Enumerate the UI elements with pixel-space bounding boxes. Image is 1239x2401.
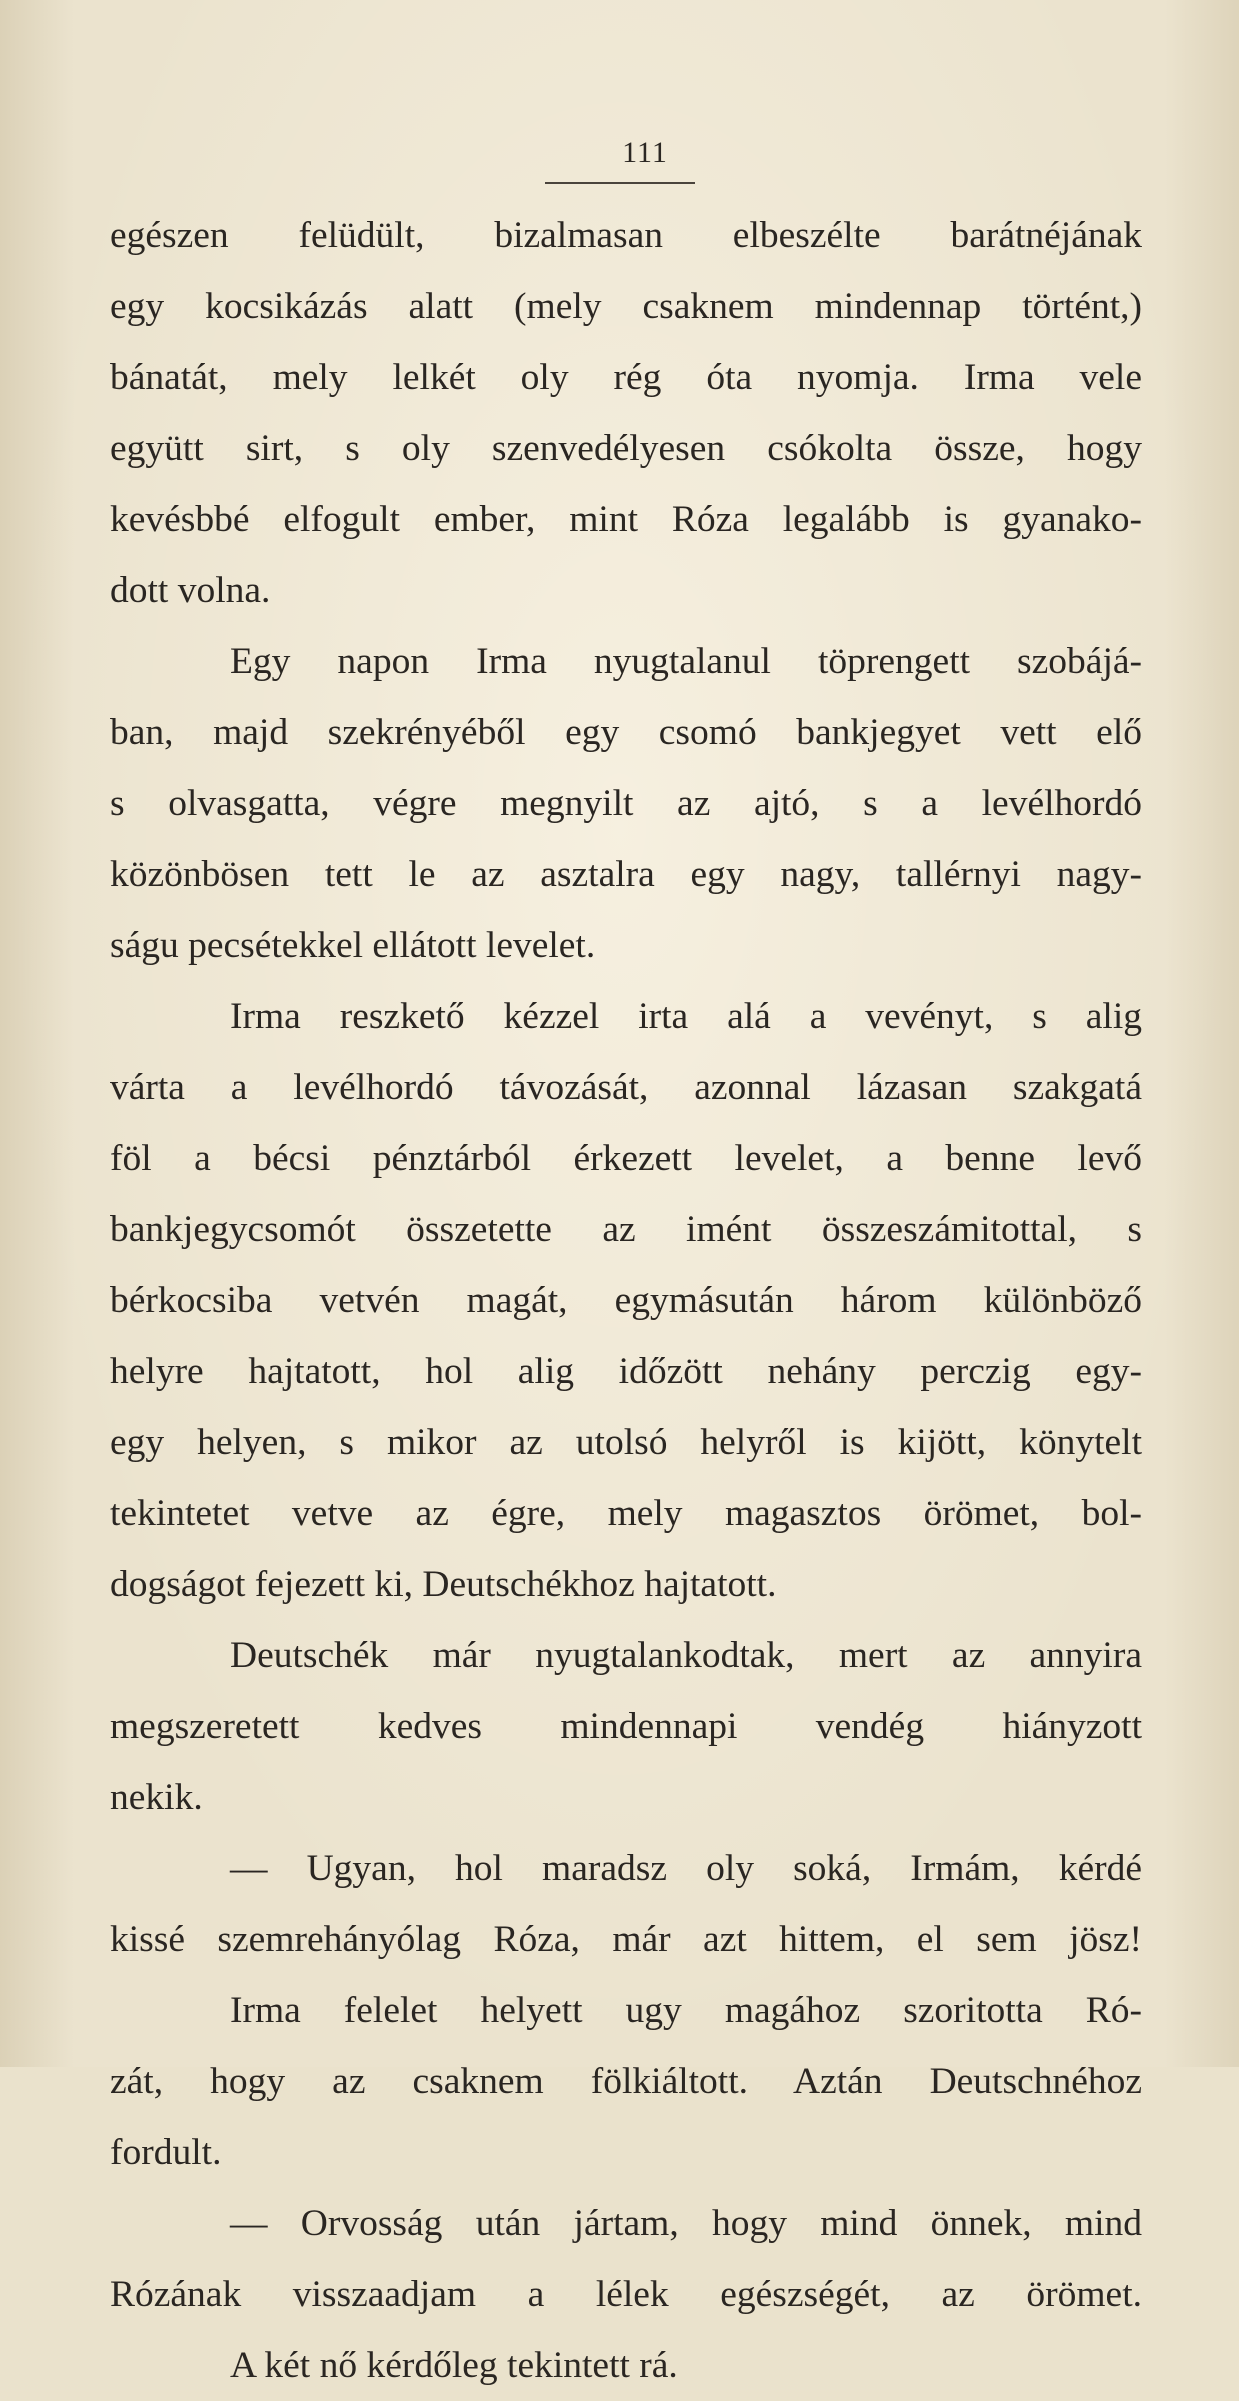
text-line: dogságot fejezett ki, Deutschékhoz hajtatott. <box>110 1564 777 1605</box>
body-text <box>110 200 1142 2401</box>
page-number: 111 <box>622 136 668 169</box>
paragraph-start-line: Irma felelet helyett ugy magához szoritotta Ró- <box>230 1990 1142 2031</box>
text-line: ságu pecsétekkel ellátott levelet. <box>110 925 596 966</box>
text-line: bérkocsiba vetvén magát, egymásután három különböző <box>110 1280 1142 1321</box>
text-line: várta a levélhordó távozását, azonnal lázasan szakgatá <box>110 1067 1142 1108</box>
paragraph-start-line: — Orvosság után jártam, hogy mind önnek, mind <box>230 2203 1142 2244</box>
paragraph-start-line: — Ugyan, hol maradsz oly soká, Irmám, kérdé <box>230 1848 1142 1889</box>
text-line: dott volna. <box>110 570 271 611</box>
text-line: tekintetet vetve az égre, mely magasztos örömet, bol- <box>110 1493 1142 1534</box>
text-line: egészen felüdült, bizalmasan elbeszélte barátnéjának <box>110 215 1142 256</box>
paragraph-start-line: Egy napon Irma nyugtalanul töprengett szobájá- <box>230 641 1142 682</box>
text-line: bankjegycsomót összetette az imént összeszámitottal, s <box>110 1209 1142 1250</box>
text-line: egy kocsikázás alatt (mely csaknem mindennap történt,) <box>110 286 1142 327</box>
text-line: nekik. <box>110 1777 203 1818</box>
text-line: s olvasgatta, végre megnyilt az ajtó, s a levélhordó <box>110 783 1142 824</box>
paragraph-start-line: A két nő kérdőleg tekintett rá. <box>230 2345 678 2386</box>
paragraph-start-line: Irma reszkető kézzel irta alá a vevényt, s alig <box>230 996 1142 1037</box>
text-line: ban, majd szekrényéből egy csomó bankjegyet vett elő <box>110 712 1142 753</box>
text-line: kissé szemrehányólag Róza, már azt hittem, el sem jösz! <box>110 1919 1142 1960</box>
header-rule <box>545 182 695 184</box>
text-line: együtt sirt, s oly szenvedélyesen csókolta össze, hogy <box>110 428 1142 469</box>
text-line: egy helyen, s mikor az utolsó helyről is kijött, könytelt <box>110 1422 1142 1463</box>
text-line: fordult. <box>110 2132 222 2173</box>
paragraph-start-line: Deutschék már nyugtalankodtak, mert az annyira <box>230 1635 1142 1676</box>
text-line: közönbösen tett le az asztalra egy nagy, tallérnyi nagy- <box>110 854 1142 895</box>
text-line: helyre hajtatott, hol alig időzött nehány perczig egy- <box>110 1351 1142 1392</box>
text-line: kevésbbé elfogult ember, mint Róza legalább is gyanako- <box>110 499 1142 540</box>
text-line: zát, hogy az csaknem fölkiáltott. Aztán Deutschnéhoz <box>110 2061 1142 2102</box>
text-line: föl a bécsi pénztárból érkezett levelet, a benne levő <box>110 1138 1142 1179</box>
text-line: Rózának visszaadjam a lélek egészségét, az örömet. <box>110 2274 1142 2315</box>
text-line: megszeretett kedves mindennapi vendég hiányzott <box>110 1706 1142 1747</box>
text-line: bánatát, mely lelkét oly rég óta nyomja. Irma vele <box>110 357 1142 398</box>
